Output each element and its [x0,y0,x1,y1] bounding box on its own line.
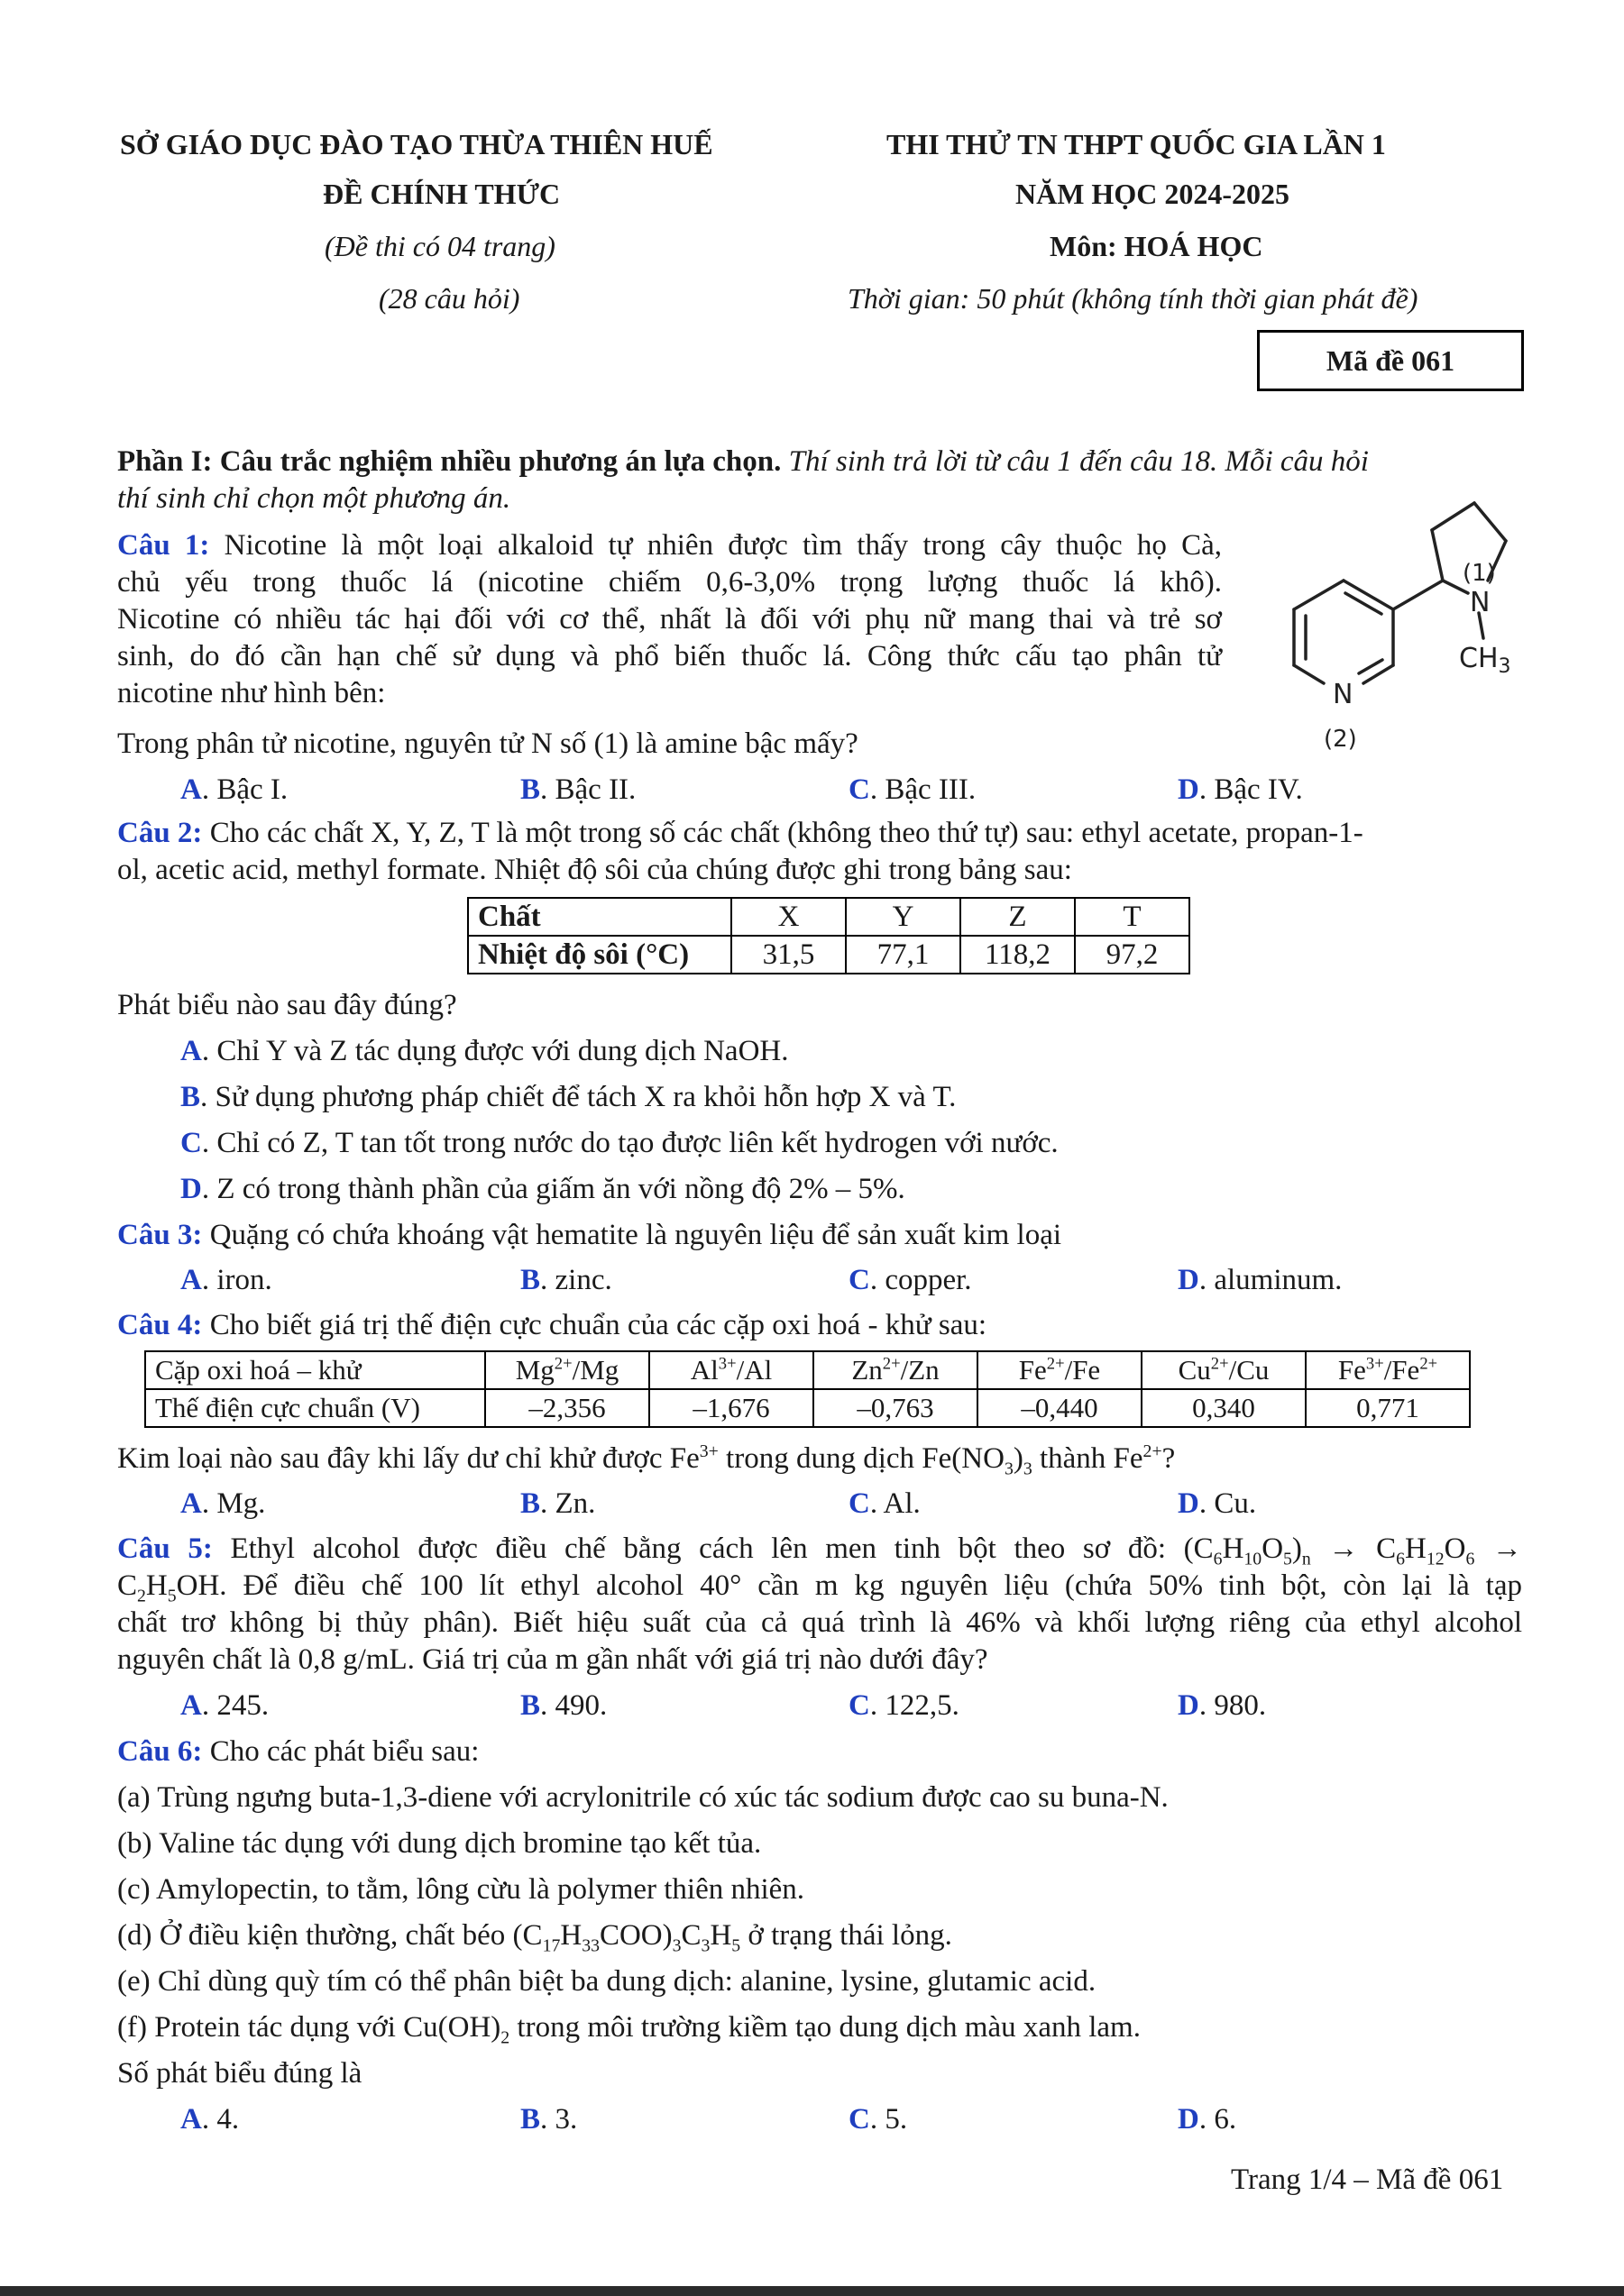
q5-line1: Câu 5: Ethyl alcohol được điều chế bằng cách lên men tinh bột theo sơ đồ: $(C_6H_{10}O_5)_n \to C_6H_{12}O_6$ → [117,1532,1522,1569]
q3-label: Câu 3: [117,1219,203,1251]
q6-label: Câu 6: [117,1735,203,1768]
option-key: B [520,1487,541,1520]
bottom-edge-bar [0,2286,1624,2296]
q5-line3: chất trơ không bị thủy phân). Biết hiệu suất của cả quá trình là 46% và khối lượng riêng của ethyl alcohol [117,1606,1522,1639]
option-key: C [180,1127,202,1159]
table-row [145,1351,1470,1389]
q1-option-a[interactable] [180,772,288,809]
school-department: SỞ GIÁO DỤC ĐÀO TẠO THỪA THIÊN HUẾ [120,128,713,160]
option-text: . 3. [540,2103,578,2136]
q1-option-d[interactable] [1178,772,1303,809]
q1-line1 [117,527,1222,564]
option-key: B [520,1689,541,1722]
struct-label-2: (2) [1324,726,1357,753]
table-row [468,898,1189,936]
table-head-boiling-point: Nhiệt độ sôi (°C) [468,936,731,974]
option-text: . 490. [540,1689,608,1722]
option-text: . Chỉ Y và Z tác dụng được với dung dịch NaOH. [201,1035,789,1067]
page-footer: Trang 1/4 – Mã đề 061 [1231,2163,1504,2196]
struct-n2: N [1333,679,1353,710]
option-text: . Cu. [1198,1487,1257,1520]
part1-title: Phần I: Câu trắc nghiệm nhiều phương án lựa chọn. [117,445,782,478]
boiling-point-table [467,897,1190,974]
official-exam-label: ĐỀ CHÍNH THỨC [323,178,561,210]
option-key: C [849,1487,870,1520]
q3-text1: Quặng có chứa khoáng vật hematite là nguyên liệu để sản xuất kim loại [209,1219,1062,1251]
q6-statement-a: (a) Trùng ngưng buta-1,3-diene với acrylonitrile có xúc tác sodium được cao su buna-N. [117,1781,1169,1814]
table-cell: 97,2 [1075,936,1189,974]
option-key: D [1178,773,1199,806]
q4-option-d[interactable] [1178,1486,1256,1523]
table-head-substance: Chất [468,898,731,936]
q5-option-a[interactable] [180,1688,269,1724]
option-text: . 4. [201,2103,240,2136]
option-text: . 980. [1198,1689,1267,1722]
q5-option-c[interactable] [849,1688,959,1724]
q6-option-a[interactable] [180,2101,239,2138]
table-cell: –1,676 [649,1389,813,1427]
option-text: . 245. [201,1689,270,1722]
q3-option-c[interactable] [849,1262,972,1299]
table-cell: 0,340 [1142,1389,1306,1427]
q4-option-a[interactable] [180,1486,265,1523]
option-key: C [849,2103,870,2136]
table-row [145,1389,1470,1427]
table-cell: 0,771 [1306,1389,1470,1427]
q4-q1: Kim loại nào sau đây khi lấy dư chỉ khử được Fe [117,1442,700,1475]
option-key: D [1178,2103,1199,2136]
option-text: . iron. [201,1264,272,1296]
option-text: . aluminum. [1198,1264,1343,1296]
part1-instruction-a: Thí sinh trả lời từ câu 1 đến câu 18. Mỗi câu hỏi [788,445,1369,478]
table-cell: Z [960,898,1075,936]
struct-ch3: $CH_3$ [1459,643,1511,678]
exam-code: Mã đề 061 [1326,343,1455,377]
q4-q4: ? [1161,1442,1176,1475]
table-cell: 31,5 [731,936,846,974]
q1-label: Câu 1: [117,529,210,562]
q6-text1: Cho các phát biểu sau: [209,1735,480,1768]
q5-line2: $C_2H_5OH$. Để điều chế 100 lít ethyl alcohol 40° cần m kg nguyên liệu (chứa 50% tinh bột, còn lại là tạp [117,1569,1522,1606]
table-cell: 77,1 [846,936,960,974]
q6-statement-c: (c) Amylopectin, to tằm, lông cừu là polymer thiên nhiên. [117,1873,805,1906]
q2-label: Câu 2: [117,817,203,849]
q3-line1 [117,1217,1061,1254]
q5-label: Câu 5: [117,1532,213,1565]
struct-n1: N [1470,587,1491,618]
option-text: . copper. [869,1264,972,1296]
q1-option-c[interactable] [849,772,976,809]
option-key: D [1178,1689,1199,1722]
q5-option-b[interactable] [520,1688,607,1724]
q6-line1 [117,1733,479,1770]
q6-question: Số phát biểu đúng là [117,2057,362,2090]
q6-d1: (d) Ở điều kiện thường, chất béo (C [117,1919,543,1952]
table-cell-al: $Al^{3+}/Al$ [649,1351,813,1389]
q3-option-b[interactable] [520,1262,612,1299]
option-text: . Bậc II. [540,773,637,806]
table-cell-fe: $Fe^{2+}/Fe$ [977,1351,1142,1389]
option-key: C [849,1264,870,1296]
q2-line1 [117,815,1363,852]
option-text: . 5. [869,2103,908,2136]
q2-option-a[interactable] [180,1033,788,1070]
page-count-note: (Đề thi có 04 trang) [325,230,555,262]
option-key: A [180,1264,202,1296]
school-year: NĂM HỌC 2024-2025 [1015,178,1289,210]
q1-option-b[interactable] [520,772,636,809]
nicotine-structure [1226,494,1524,755]
q4-text1: Cho biết giá trị thế điện cực chuẩn của các cặp oxi hoá - khử sau: [209,1309,987,1341]
table-row [468,936,1189,974]
q5-option-d[interactable] [1178,1688,1266,1724]
option-key: B [520,773,541,806]
q6-statement-f: (f) Protein tác dụng với $Cu(OH)_2$ trong môi trường kiềm tạo dung dịch màu xanh lam. [117,2011,1141,2048]
table-cell: –2,356 [485,1389,649,1427]
q1-line2: chủ yếu trong thuốc lá (nicotine chiếm 0,6-3,0% trọng lượng thuốc lá khô). [117,566,1222,599]
q5-line4: nguyên chất là 0,8 g/mL. Giá trị của m gần nhất với giá trị nào dưới đây? [117,1643,988,1676]
q4-label: Câu 4: [117,1309,203,1341]
q6-d2: ở trạng thái lỏng. [740,1919,952,1952]
q2-option-d[interactable] [180,1171,905,1208]
q4-option-b[interactable] [520,1486,595,1523]
table-cell: –0,763 [813,1389,977,1427]
q5-text2: OH. Để điều chế 100 lít ethyl alcohol 40° cần m kg nguyên liệu (chứa 50% tinh bột, còn lại là tạp [176,1569,1522,1602]
q6-f1: (f) Protein tác dụng với Cu(OH) [117,2011,501,2044]
option-text: . Zn. [540,1487,596,1520]
option-text: . Bậc IV. [1198,773,1303,806]
q1-line4: sinh, do đó cần hạn chế sử dụng và phổ biến thuốc lá. Công thức cấu tạo phân tử [117,640,1222,672]
option-text: . zinc. [540,1264,612,1296]
electrode-potential-table [144,1350,1471,1428]
option-text: . Z có trong thành phần của giấm ăn với nồng độ 2% – 5%. [201,1173,905,1205]
q4-option-c[interactable] [849,1486,921,1523]
q4-q3: thành Fe [1032,1442,1143,1475]
q4-q2: trong dung dịch Fe(NO [718,1442,1005,1475]
table-cell: X [731,898,846,936]
option-text: . 122,5. [869,1689,959,1722]
table-cell: 118,2 [960,936,1075,974]
option-key: A [180,1689,202,1722]
q3-option-a[interactable] [180,1262,272,1299]
question-count-note: (28 câu hỏi) [379,282,520,315]
table-head-redox-pair: Cặp oxi hoá – khử [145,1351,485,1389]
q6-statement-e: (e) Chỉ dùng quỳ tím có thể phân biệt ba dung dịch: alanine, lysine, glutamic acid. [117,1965,1096,1998]
table-cell-mg: $Mg^{2+}/Mg$ [485,1351,649,1389]
q2-text1: Cho các chất X, Y, Z, T là một trong số các chất (không theo thứ tự) sau: ethyl acetate, propan-1- [209,817,1363,849]
time-limit: Thời gian: 50 phút (không tính thời gian phát đề) [848,282,1418,315]
option-key: B [180,1081,201,1113]
option-key: C [849,773,870,806]
part1-heading [117,444,1369,480]
option-key: D [1178,1487,1199,1520]
table-head-potential: Thế điện cực chuẩn (V) [145,1389,485,1427]
q1-question: Trong phân tử nicotine, nguyên tử N số (1) là amine bậc mấy? [117,727,858,760]
q3-option-d[interactable] [1178,1262,1342,1299]
exam-code-box [1257,330,1524,391]
q1-text1: Nicotine là một loại alkaloid tự nhiên được tìm thấy trong cây thuộc họ Cà, [224,529,1222,562]
option-key: B [520,2103,541,2136]
table-cell-fe3-fe2: $Fe^{3+}/Fe^{2+}$ [1306,1351,1470,1389]
q6-statement-d: (d) Ở điều kiện thường, chất béo $(C_{17}H_{33}COO)_3C_3H_5$ ở trạng thái lỏng. [117,1919,952,1956]
q4-question: Kim loại nào sau đây khi lấy dư chỉ khử được $Fe^{3+}$ trong dung dịch $Fe(NO_3)_3$ thành $Fe^{2+}$? [117,1441,1176,1479]
q2-option-b[interactable] [180,1079,956,1116]
option-text: . Bậc III. [869,773,977,806]
table-cell: –0,440 [977,1389,1142,1427]
q1-line3: Nicotine có nhiều tác hại đối với cơ thể, nhất là đối với phụ nữ mang thai và trẻ sơ [117,603,1222,636]
option-text: . Al. [869,1487,921,1520]
q6-option-d[interactable] [1178,2101,1236,2138]
option-text: . Bậc I. [201,773,289,806]
subject-label: Môn: HOÁ HỌC [1050,230,1263,262]
option-text: . Chỉ có Z, T tan tốt trong nước do tạo được liên kết hydrogen với nước. [201,1127,1059,1159]
q5-text1: Ethyl alcohol được điều chế bằng cách lên men tinh bột theo sơ đồ: [230,1532,1167,1565]
option-text: . 6. [1198,2103,1237,2136]
option-key: D [180,1173,202,1205]
struct-label-1: (1) [1463,560,1496,587]
q1-line5: nicotine như hình bên: [117,677,386,709]
option-key: A [180,2103,202,2136]
table-cell: T [1075,898,1189,936]
part1-instruction-b: thí sinh chỉ chọn một phương án. [117,482,511,515]
q6-f2: trong môi trường kiềm tạo dung dịch màu xanh lam. [509,2011,1141,2044]
table-cell-zn: $Zn^{2+}/Zn$ [813,1351,977,1389]
option-key: C [849,1689,870,1722]
q4-line1 [117,1307,986,1344]
exam-title: THI THỬ TN THPT QUỐC GIA LẦN 1 [886,128,1386,160]
q2-option-c[interactable] [180,1125,1059,1162]
q6-statement-b: (b) Valine tác dụng với dung dịch bromine tạo kết tủa. [117,1827,762,1860]
option-text: . Sử dụng phương pháp chiết để tách X ra khỏi hỗn hợp X và T. [200,1081,957,1113]
option-key: D [1178,1264,1199,1296]
option-key: A [180,1035,202,1067]
option-text: . Mg. [201,1487,266,1520]
table-cell: Y [846,898,960,936]
q2-line2: ol, acetic acid, methyl formate. Nhiệt độ sôi của chúng được ghi trong bảng sau: [117,854,1072,886]
option-key: B [520,1264,541,1296]
option-key: A [180,1487,202,1520]
q6-option-c[interactable] [849,2101,907,2138]
q6-option-b[interactable] [520,2101,577,2138]
table-cell-cu: $Cu^{2+}/Cu$ [1142,1351,1306,1389]
q2-question: Phát biểu nào sau đây đúng? [117,989,457,1021]
option-key: A [180,773,202,806]
